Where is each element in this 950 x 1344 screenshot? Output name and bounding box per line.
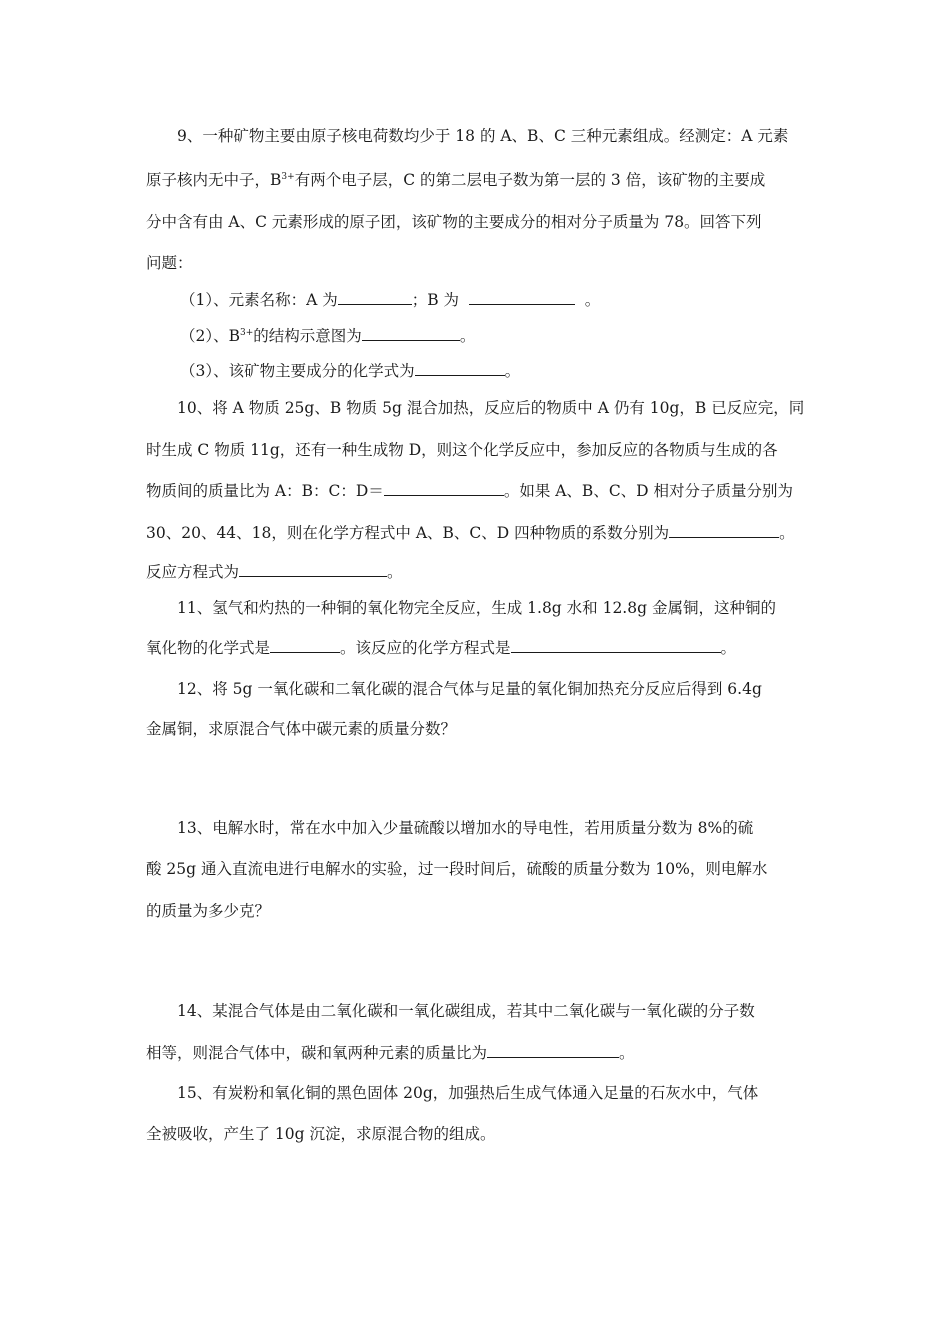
q11-line-2-start: 氧化物的化学式是 bbox=[146, 639, 271, 657]
q10-line-1: 10、将 A 物质 25g、B 物质 5g 混合加热，反应后的物质中 A 仍有 10g，B 已反应完，同 bbox=[177, 399, 805, 417]
q9-line-3: 分中含有由 A、C 元素形成的原子团，该矿物的主要成分的相对分子质量为 78。回答下列 bbox=[146, 213, 762, 231]
q10-line-3 bbox=[146, 481, 793, 501]
q15-line-1: 15、有炭粉和氧化铜的黑色固体 20g，加强热后生成气体通入足量的石灰水中，气体 bbox=[177, 1084, 759, 1102]
q13-line-3: 的质量为多少克？ bbox=[146, 902, 271, 920]
q15-line-2: 全被吸收，产生了 10g 沉淀，求原混合物的组成。 bbox=[146, 1125, 496, 1143]
q9-sub-3-end: 。 bbox=[504, 362, 521, 380]
answer-blank-oxide-formula[interactable] bbox=[270, 638, 340, 653]
answer-blank-coefficients[interactable] bbox=[669, 523, 779, 538]
q10-line-3-start: 物质间的质量比为 A：B：C：D＝ bbox=[146, 482, 384, 500]
q13-line-2: 酸 25g 通入直流电进行电解水的实验，过一段时间后，硫酸的质量分数为 10%，则电解水 bbox=[146, 860, 768, 878]
q14-line-2-start: 相等，则混合气体中，碳和氧两种元素的质量比为 bbox=[146, 1044, 488, 1062]
q11-line-2 bbox=[146, 638, 736, 658]
answer-blank-element-ratio[interactable] bbox=[487, 1043, 619, 1058]
answer-blank-formula[interactable] bbox=[415, 361, 505, 376]
q10-line-5-start: 反应方程式为 bbox=[146, 563, 240, 581]
answer-blank-equation[interactable] bbox=[239, 562, 387, 577]
q9-sub-1 bbox=[180, 290, 600, 310]
q10-line-3-end: 。如果 A、B、C、D 相对分子质量分别为 bbox=[503, 482, 794, 500]
q12-line-2: 金属铜，求原混合气体中碳元素的质量分数？ bbox=[146, 720, 457, 738]
q9-sub-1-label-a: （1）、元素名称：A 为 bbox=[180, 291, 338, 309]
q9-sub-2-superscript: 3+ bbox=[240, 328, 254, 338]
q9-sub-2 bbox=[180, 326, 475, 346]
q11-line-2-mid: 。该反应的化学方程式是 bbox=[340, 639, 511, 657]
q9-line-1: 9、一种矿物主要由原子核电荷数均少于 18 的 A、B、C 三种元素组成。经测定：A 元素 bbox=[177, 127, 789, 145]
q9-sub-3-label: （3）、该矿物主要成分的化学式为 bbox=[180, 362, 415, 380]
q13-line-1: 13、电解水时，常在水中加入少量硫酸以增加水的导电性，若用质量分数为 8%的硫 bbox=[177, 819, 754, 837]
q9-line-4: 问题： bbox=[146, 254, 193, 272]
q10-line-5 bbox=[146, 562, 403, 582]
q9-sub-3 bbox=[180, 361, 520, 381]
q9-sub-2-label-b: 的结构示意图为 bbox=[253, 327, 362, 345]
answer-blank-reaction-equation[interactable] bbox=[511, 638, 721, 653]
q11-line-1: 11、氢气和灼热的一种铜的氧化物完全反应，生成 1.8g 水和 12.8g 金属铜，这种铜的 bbox=[177, 599, 776, 617]
q12-line-1: 12、将 5g 一氧化碳和二氧化碳的混合气体与足量的氧化铜加热充分反应后得到 6.4g bbox=[177, 680, 762, 698]
q14-line-1: 14、某混合气体是由二氧化碳和一氧化碳组成，若其中二氧化碳与一氧化碳的分子数 bbox=[177, 1002, 755, 1020]
q9-line-2 bbox=[146, 170, 765, 190]
q10-line-4-start: 30、20、44、18，则在化学方程式中 A、B、C、D 四种物质的系数分别为 bbox=[146, 524, 670, 542]
q14-line-2-end: 。 bbox=[619, 1044, 635, 1062]
answer-blank-b-name[interactable] bbox=[469, 290, 575, 305]
q9-line-2-end: 有两个电子层，C 的第二层电子数为第一层的 3 倍，该矿物的主要成 bbox=[294, 171, 766, 189]
q9-sub-2-label-a: （2）、B bbox=[180, 327, 241, 345]
q11-line-2-end: 。 bbox=[720, 639, 737, 657]
q9-superscript: 3+ bbox=[281, 172, 295, 182]
q9-sub-1-label-b: ；B 为 bbox=[411, 291, 460, 309]
answer-blank-structure-diagram[interactable] bbox=[362, 326, 460, 341]
answer-blank-a-name[interactable] bbox=[338, 290, 412, 305]
q9-line-2-start: 原子核内无中子，B bbox=[146, 171, 282, 189]
answer-blank-mass-ratio[interactable] bbox=[384, 481, 504, 496]
q14-line-2 bbox=[146, 1043, 635, 1063]
q10-line-4-end: 。 bbox=[779, 524, 795, 542]
q10-line-5-end: 。 bbox=[387, 563, 403, 581]
q10-line-2: 时生成 C 物质 11g，还有一种生成物 D，则这个化学反应中，参加反应的各物质与生成的各 bbox=[146, 441, 778, 459]
q9-sub-1-end: 。 bbox=[584, 291, 601, 309]
q10-line-4 bbox=[146, 523, 795, 543]
q9-sub-2-end: 。 bbox=[459, 327, 476, 345]
